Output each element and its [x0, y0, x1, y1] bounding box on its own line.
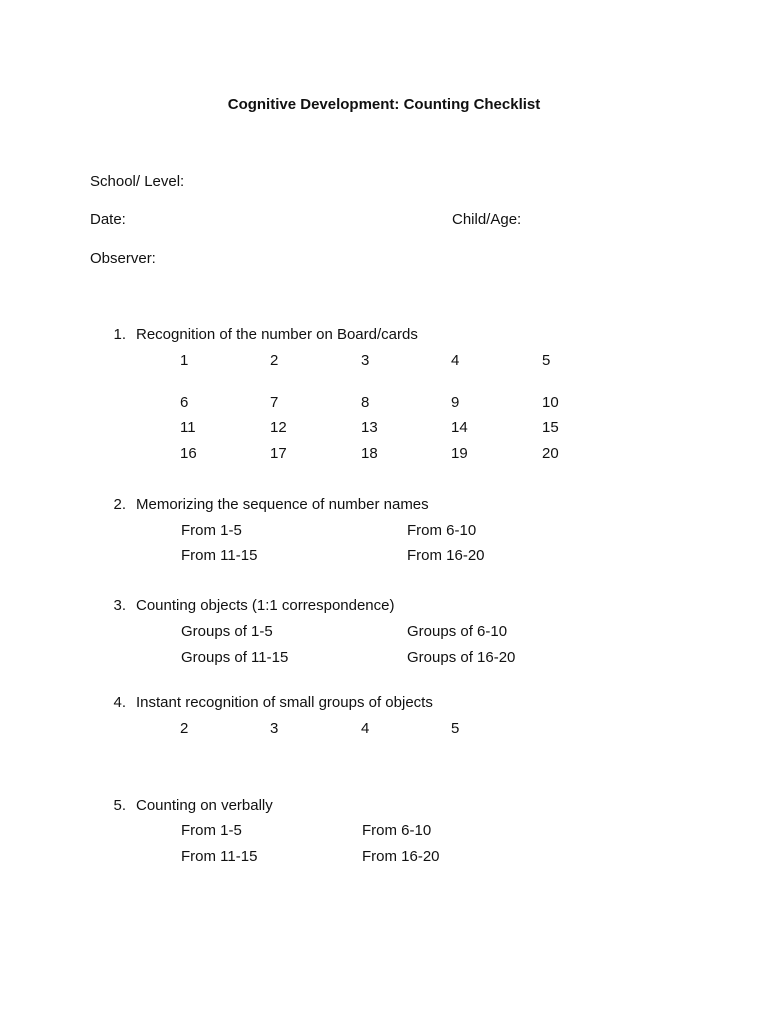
number-cell: 13 [361, 419, 378, 436]
range-item: From 16-20 [362, 848, 440, 865]
section-number: 5. [113, 797, 126, 814]
section-title: Counting on verbally [136, 797, 273, 814]
number-cell: 10 [542, 394, 559, 411]
section-title: Instant recognition of small groups of objects [136, 694, 433, 711]
number-cell: 2 [180, 720, 189, 737]
number-cell: 8 [361, 394, 370, 411]
number-cell: 12 [270, 419, 287, 436]
number-cell: 1 [180, 352, 189, 369]
section-number: 3. [113, 597, 126, 614]
number-cell: 6 [180, 394, 189, 411]
section-number: 2. [113, 496, 126, 513]
range-item: From 1-5 [181, 822, 242, 839]
range-item: Groups of 11-15 [181, 649, 289, 666]
number-cell: 9 [451, 394, 460, 411]
range-item: From 11-15 [181, 848, 258, 865]
number-cell: 18 [361, 445, 378, 462]
section-title: Recognition of the number on Board/cards [136, 326, 418, 343]
number-cell: 4 [361, 720, 370, 737]
number-cell: 14 [451, 419, 468, 436]
range-item: Groups of 1-5 [181, 623, 273, 640]
range-item: Groups of 6-10 [407, 623, 508, 640]
number-cell: 5 [542, 352, 551, 369]
number-cell: 4 [451, 352, 460, 369]
number-cell: 2 [270, 352, 279, 369]
section-number: 1. [113, 326, 126, 343]
number-cell: 3 [361, 352, 370, 369]
number-cell: 19 [451, 445, 468, 462]
date-label: Date: [90, 211, 126, 228]
number-cell: 17 [270, 445, 287, 462]
number-cell: 7 [270, 394, 279, 411]
observer-label: Observer: [90, 250, 156, 267]
number-cell: 15 [542, 419, 559, 436]
range-item: Groups of 16-20 [407, 649, 516, 666]
section-number: 4. [113, 694, 126, 711]
section-title: Memorizing the sequence of number names [136, 496, 429, 513]
number-cell: 16 [180, 445, 197, 462]
range-item: From 1-5 [181, 522, 242, 539]
number-cell: 3 [270, 720, 279, 737]
range-item: From 6-10 [362, 822, 432, 839]
page-title: Cognitive Development: Counting Checklist [227, 96, 541, 113]
number-cell: 11 [180, 419, 196, 436]
school-level-label: School/ Level: [90, 173, 185, 190]
number-cell: 20 [542, 445, 559, 462]
child-age-label: Child/Age: [452, 211, 522, 228]
section-title: Counting objects (1:1 correspondence) [136, 597, 395, 614]
range-item: From 16-20 [407, 547, 485, 564]
number-cell: 5 [451, 720, 460, 737]
range-item: From 6-10 [407, 522, 477, 539]
range-item: From 11-15 [181, 547, 258, 564]
